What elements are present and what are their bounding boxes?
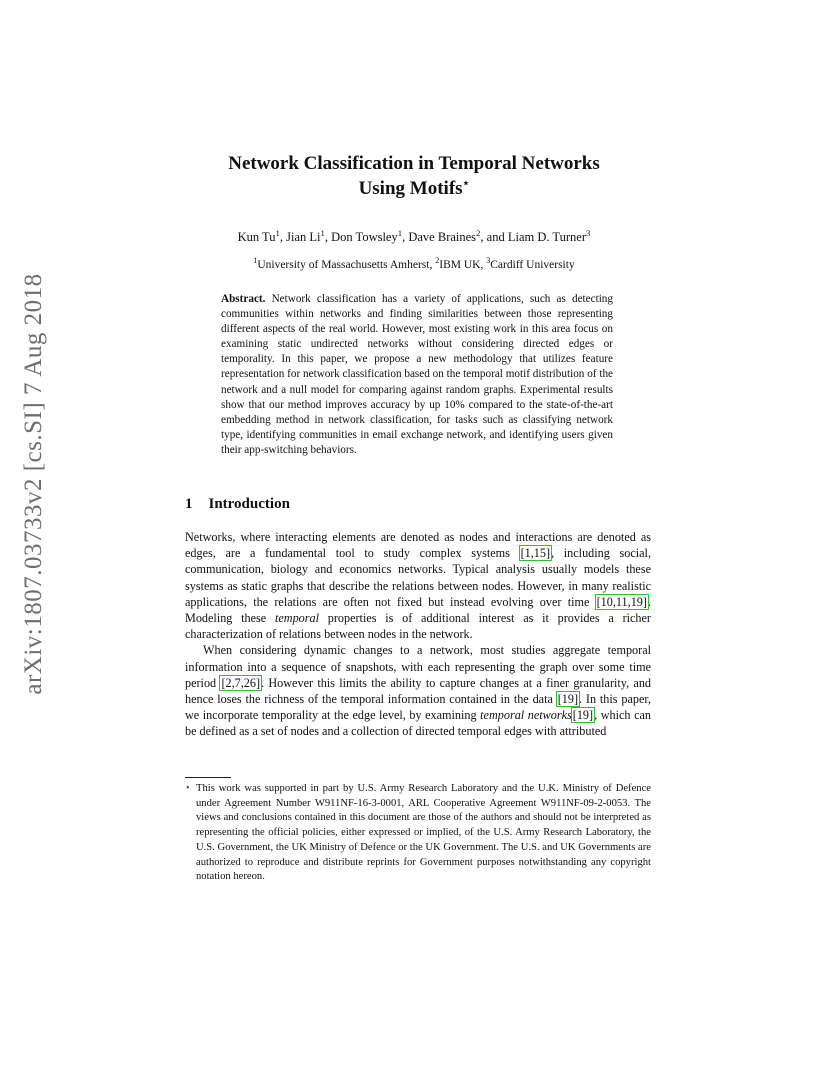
footnote-mark: ⋆	[185, 782, 191, 792]
footnote-text: This work was supported in part by U.S. Army Research Laboratory and the U.K. Ministry of Defence under Agreement Number W911NF-16-3-0001, ARL Cooperative Agreement W911NF-09-2-0053. The views and conclusions contained in this document are those of the authors and should not be interpreted as representing the official policies, either expressed or implied, of the U.S. Army Research Laboratory, the U.S. Government, the UK Ministry of Defence or the UK Government. The U.S. and UK Governments are authorized to reproduce and distribute reprints for Government purposes notwithstanding any copyright notation hereon.	[196, 783, 651, 883]
author-separator: ,	[279, 230, 287, 244]
paper-title	[160, 151, 668, 201]
paragraph-1	[185, 529, 651, 642]
citation-link[interactable]: [19]	[557, 692, 579, 707]
paragraph-text: When considering dynamic changes to a network, most studies aggregate temporal information into a sequence of snapshots, with each representing the graph over some time period	[185, 643, 651, 690]
section-title: Introduction	[208, 496, 290, 512]
abstract	[221, 292, 613, 458]
paragraph-text: . However this limits the ability to capture changes at a finer granularity, and hence loses the richness of the temporal information contained in the data	[185, 675, 652, 707]
affiliation-mark: 1	[253, 256, 258, 266]
section-heading	[185, 496, 290, 513]
affiliation-list: $^1$University of Massachusetts Amherst, $^2$IBM UK, $^3$Cardiff University	[253, 256, 575, 271]
paragraph-text: . Modeling these	[185, 594, 651, 626]
author-name: Dave Braines	[408, 230, 477, 244]
arxiv-side-identifier	[14, 273, 54, 695]
affiliation-name: IBM UK	[439, 259, 481, 271]
footnote	[185, 782, 651, 885]
title-line-1: Network Classification in Temporal Networks	[228, 153, 600, 174]
paragraph-2	[185, 642, 651, 739]
author-separator: ,	[324, 230, 332, 244]
body-text	[185, 529, 651, 740]
author-affiliation-mark: 2	[476, 227, 481, 238]
author-separator-and: , and	[480, 230, 508, 244]
affiliation-name: University of Massachusetts Amherst	[257, 259, 430, 271]
author-affiliation-mark: 3	[585, 227, 591, 238]
paragraph-text: , which can be defined as a set of nodes and a collection of directed temporal edges with attributed	[185, 708, 651, 739]
paragraph-text: Networks, where interacting elements are denoted as nodes and interactions are denoted as edges, are a fundamental tool to study complex systems	[185, 530, 651, 561]
author-affiliation-mark: 1	[275, 227, 280, 238]
title-line-2-text: Using Motifs	[358, 178, 463, 199]
emphasis-text: temporal networks	[480, 708, 572, 723]
emphasis-text: temporal	[274, 611, 319, 626]
citation-link[interactable]: [1,15]	[520, 546, 551, 561]
author-affiliation-mark: 1	[397, 227, 403, 238]
footnote-rule	[185, 777, 231, 778]
author-affiliation-mark: 1	[320, 227, 325, 238]
author-name: Kun Tu	[237, 230, 276, 244]
arxiv-id-text: arXiv:1807.03733v2 [cs.SI] 7 Aug 2018	[20, 273, 47, 695]
affiliation-mark: 2	[435, 256, 440, 266]
paragraph-text: . In this paper, we incorporate temporality at the edge level, by examining	[185, 692, 652, 723]
citation-link[interactable]: [19]	[572, 708, 594, 723]
paragraph-text: , including social, communication, biology and economics networks. Typical analysis usually models these systems as static graphs that describe the relations between nodes. However, in many realistic applications, the relations are often not fixed but instead evolving over time	[185, 546, 651, 609]
author-list	[160, 228, 668, 246]
abstract-label: Abstract.	[221, 293, 266, 305]
abstract-text: Network classification has a variety of applications, such as detecting communities within networks and finding similarities between those representing different aspects of the real world. However, most existing work in this area focus on examining static undirected networks without considering directed edges or temporality. In this paper, we propose a new methodology that utilizes feature representation for network classification based on the temporal motif distribution of the network and a null model for comparing against random graphs. Experimental results show that our method improves accuracy by up 10% compared to the state-of-the-art embedding method in network classification, for tasks such as classifying network type, identifying communities in email exchange network, and identifying users given their app-switching behaviors.	[221, 293, 613, 456]
title-line-2	[160, 176, 668, 201]
paragraph-text: properties is of additional interest as it provides a richer characterization of relations between nodes in the network.	[185, 611, 651, 642]
affiliation-mark: 3	[486, 256, 491, 266]
author-separator: ,	[402, 230, 409, 244]
author-name: Liam D. Turner	[507, 230, 586, 244]
section-number: 1	[185, 496, 193, 512]
author-name: Jian Li	[286, 230, 321, 244]
citation-link[interactable]: [2,7,26]	[221, 675, 261, 690]
citation-link[interactable]: [10,11,19]	[596, 594, 647, 609]
affiliation-name: Cardiff University	[490, 259, 575, 271]
title-footnote-mark: ⋆	[462, 177, 470, 190]
author-name: Don Towsley	[331, 230, 398, 244]
